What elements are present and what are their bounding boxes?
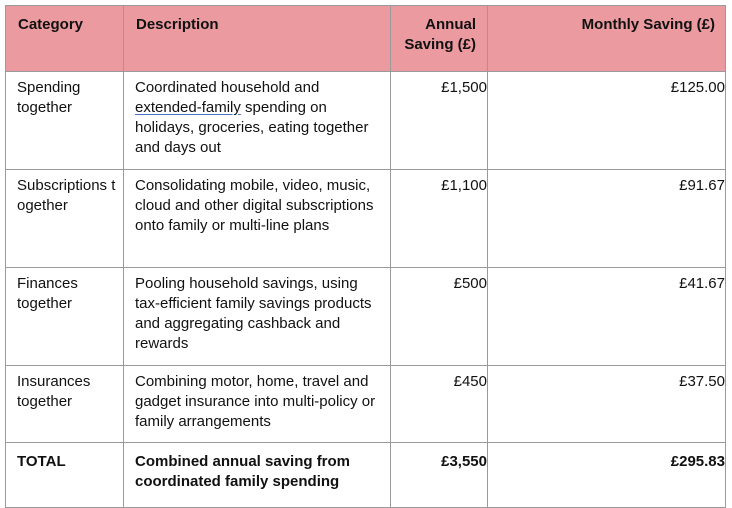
savings-table	[5, 5, 726, 508]
spellcheck-underlined-word: extended-family	[135, 99, 241, 116]
description-cell: Consolidating mobile, video, music, cloud and other digital subscriptions onto family or multi-line plans	[124, 170, 391, 268]
header-row	[6, 6, 726, 72]
total-row	[6, 443, 726, 508]
annual-saving-cell: £1,500	[391, 72, 488, 170]
monthly-saving-cell: £37.50	[488, 366, 726, 443]
category-cell: Finances together	[6, 268, 124, 366]
annual-saving-cell: £1,100	[391, 170, 488, 268]
total-label-cell: TOTAL	[6, 443, 124, 508]
description-text: Coordinated household and	[135, 79, 320, 96]
header-annual-line1: Annual	[425, 16, 476, 33]
description-cell: Pooling household savings, using tax-efficient family savings products and aggregating cashback and rewards	[124, 268, 391, 366]
description-cell: Combining motor, home, travel and gadget insurance into multi-policy or family arrangements	[124, 366, 391, 443]
header-annual-saving	[391, 6, 488, 72]
header-category: Category	[6, 6, 124, 72]
category-cell: Spending together	[6, 72, 124, 170]
annual-saving-cell: £500	[391, 268, 488, 366]
monthly-saving-cell: £91.67	[488, 170, 726, 268]
header-annual-line2: Saving (£)	[404, 36, 476, 53]
monthly-saving-cell: £41.67	[488, 268, 726, 366]
header-monthly-saving: Monthly Saving (£)	[488, 6, 726, 72]
total-description-cell: Combined annual saving from coordinated family spending	[124, 443, 391, 508]
table-row	[6, 170, 726, 268]
annual-saving-cell: £450	[391, 366, 488, 443]
header-description: Description	[124, 6, 391, 72]
table-row	[6, 72, 726, 170]
table-row	[6, 268, 726, 366]
monthly-saving-cell: £125.00	[488, 72, 726, 170]
table-row	[6, 366, 726, 443]
description-text: spending on holidays, groceries, eating together and days out	[135, 99, 369, 156]
total-annual-cell: £3,550	[391, 443, 488, 508]
category-cell: Insurances together	[6, 366, 124, 443]
category-cell: Subscriptions together	[6, 170, 124, 268]
total-monthly-cell: £295.83	[488, 443, 726, 508]
description-cell	[124, 72, 391, 170]
